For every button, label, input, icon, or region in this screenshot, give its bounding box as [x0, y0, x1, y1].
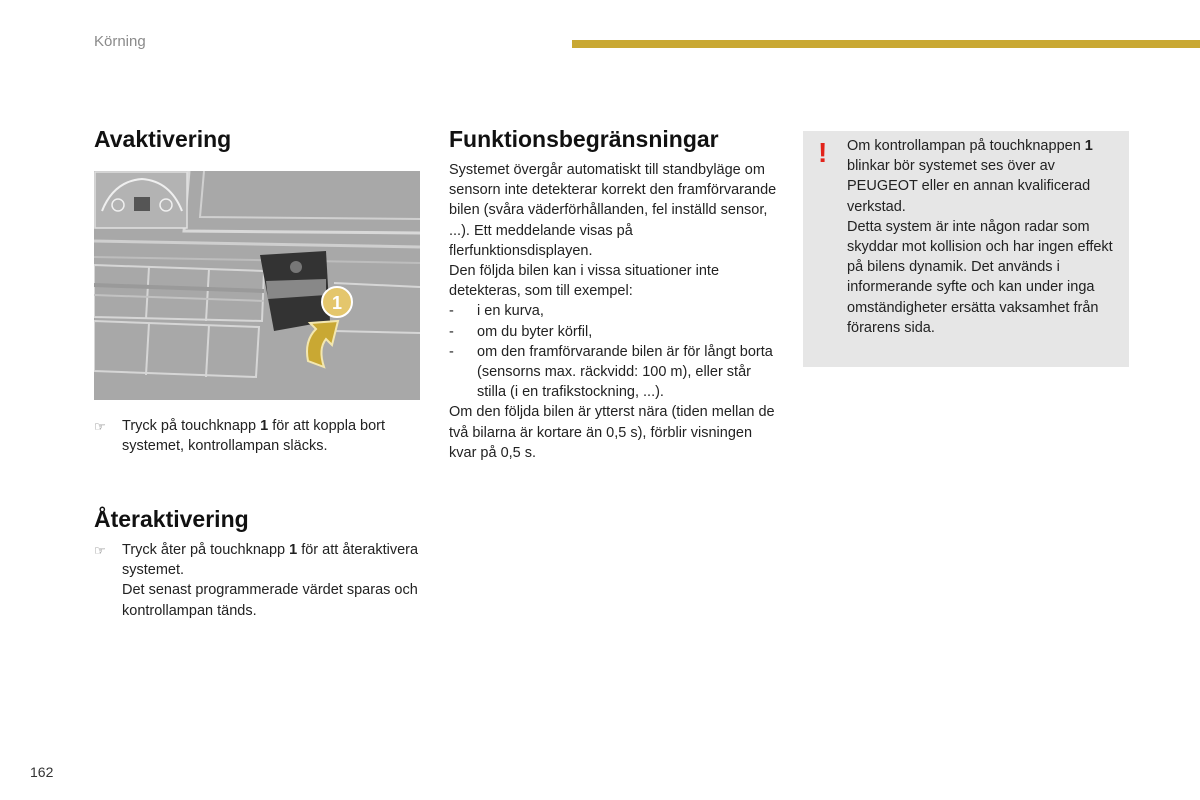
limitations-outro: Om den följda bilen är ytterst nära (tiden mellan de två bilarna är kortare än 0,5 s), förblir visningen kvar på 0,5 s.	[449, 404, 775, 461]
deactivation-heading: Avaktivering	[94, 126, 232, 152]
section-label: Körning	[94, 33, 146, 50]
dashboard-button-illustration	[94, 171, 420, 400]
deactivation-step	[94, 416, 420, 456]
list-item: - om du byter körfil,	[449, 322, 779, 342]
reactivation-step-prefix: Tryck åter på touchknapp	[122, 542, 290, 558]
limitations-body	[449, 160, 779, 463]
list-item: - om den framförvarande bilen är för långt borta (sensorns max. räckvidd: 100 m), eller står stilla (i en trafikstockning, ...).	[449, 342, 779, 403]
warning-p1-prefix: Om kontrollampan på touchknappen	[847, 138, 1085, 154]
list-item: - i en kurva,	[449, 301, 779, 321]
list-item-text: om du byter körfil,	[477, 323, 593, 340]
warning-paragraph-2: Detta system är inte någon radar som skyddar mot kollision och har ingen effekt på bilens dynamik. Det används i informerande syfte och kan under inga omständigheter ersätta vaksamhet från förarens sida.	[847, 218, 1113, 336]
list-item-text: om den framförvarande bilen är för långt borta (sensorns max. räckvidd: 100 m), eller står stilla (i en trafikstockning, ...).	[477, 343, 773, 401]
accent-bar	[572, 40, 1200, 48]
deactivation-step-text	[122, 416, 420, 456]
dashboard-illustration-graphic	[94, 171, 420, 400]
warning-paragraph-1	[847, 136, 1122, 217]
reactivation-step-extra: Det senast programmerade värdet sparas och kontrollampan tänds.	[122, 582, 418, 619]
limitations-intro: Systemet övergår automatiskt till standbyläge om sensorn inte detekterar korrekt den framförvarande bilen (svåra väderförhållanden, fel inställd sensor, ...). Ett meddelande visas på flerfunktionsdisplayen.	[449, 162, 777, 259]
reactivation-step-suffix: för att återaktivera systemet.	[122, 542, 419, 579]
deactivation-step-suffix: för att koppla bort systemet, kontrollampan släcks.	[122, 418, 386, 455]
deactivation-step-prefix: Tryck på touchknapp	[122, 418, 261, 434]
reactivation-step-text	[122, 540, 420, 621]
page-number: 162	[30, 764, 54, 780]
reactivation-step-number: 1	[289, 542, 298, 558]
callout-number-1: 1	[331, 293, 343, 313]
list-item-text: i en kurva,	[477, 303, 544, 320]
limitations-heading: Funktionsbegränsningar	[449, 126, 719, 152]
deactivation-step-number: 1	[260, 418, 269, 434]
warning-p1-suffix: blinkar bör systemet ses över av PEUGEOT eller en annan kvalificerad verkstad.	[847, 158, 1091, 215]
reactivation-heading: Återaktivering	[94, 506, 249, 532]
pointing-hand-icon: ☞	[94, 543, 106, 558]
reactivation-step	[94, 540, 420, 621]
exclamation-icon: !	[818, 137, 828, 168]
warning-p1-number: 1	[1084, 138, 1093, 154]
pointing-hand-icon: ☞	[94, 419, 106, 434]
warning-text	[847, 136, 1122, 338]
limitations-list-intro: Den följda bilen kan i vissa situationer inte detekteras, som till exempel:	[449, 263, 720, 300]
